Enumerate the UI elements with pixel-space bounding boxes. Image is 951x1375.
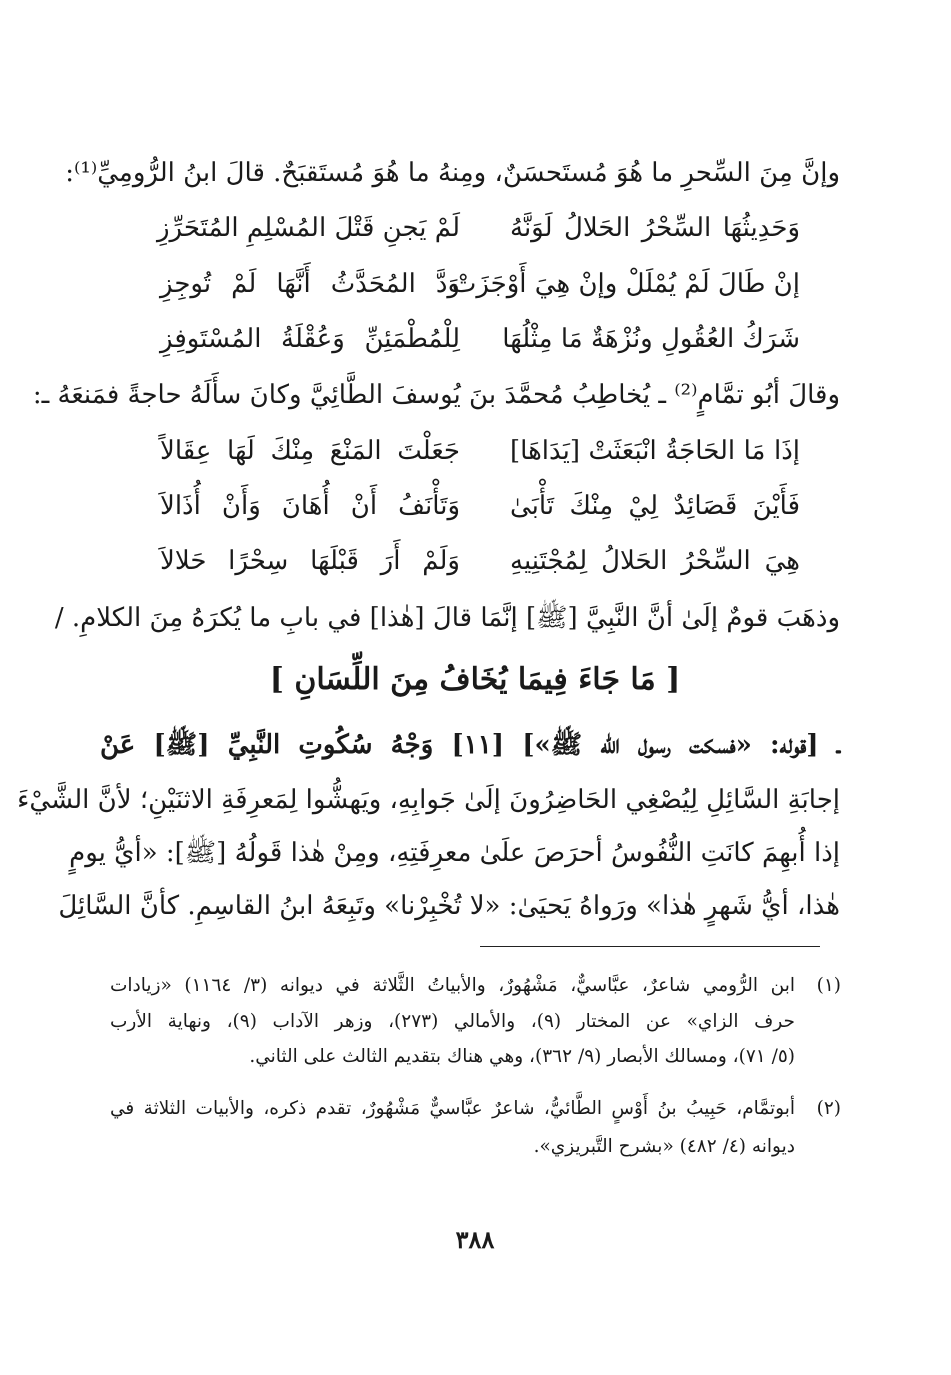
hemistich-left: لِلْمُطْمَئِنِّ وَعُقْلَةُ المُسْتَوفِزِ <box>160 324 460 354</box>
footnote-1-number: (١) <box>816 975 841 996</box>
footnote-2-line-2: ديوانه (٤/ ٤٨٢) «بشرح التَّبريزي». <box>533 1136 795 1157</box>
page-number: ٣٨٨ <box>455 1225 495 1254</box>
section-heading: [ مَا جَاءَ فِيمَا يُخَافُ مِنَ اللِّسَانِ ] <box>269 662 681 697</box>
hemistich-right: هِيَ السِّحْرُ الحَلالُ لِمُجْتَنِيهِ <box>510 546 800 576</box>
hemistich-left: وَتَأْنَفُ أَنْ أُهَانَ وَأَنْ أُذَالاَ <box>160 491 460 521</box>
footnote-1-line-1: ابن الرُّومي شاعرٌ، عبَّاسيٌّ، مَشْهُورٌ، والأبياتُ الثَّلاثة في ديوانه (٣/ ١١٦٤) «زيادات <box>110 975 795 996</box>
footnote-1-line-2: حرف الزاي» عن المختار (٩)، والأمالي (٢٧٣)، وزهر الآداب (٩)، ونهاية الأرب <box>110 1011 795 1032</box>
commentary-line-3: إذا أُبهِمَ كانَتِ النُّفُوسُ أحرَصَ علَىٰ معرِفَتِهِ، ومِنْ هٰذا قَولُهُ [ﷺ]: «أيُّ يومٍ <box>69 838 840 868</box>
closing-line: وذهَبَ قومٌ إلَىٰ أنَّ النَّبِيَّ [ﷺ] إنَّمَا قالَ [هٰذا] في بابِ ما يُكرَهُ مِنَ الكلامِ. / <box>54 603 840 633</box>
commentary-line-4: هٰذا، أيُّ شَهرٍ هٰذا» ورَواهُ يَحيَىٰ: «لا تُخْبِرْنا» وتَبِعَهُ ابنُ القاسِمِ. كأنَّ السَّائِلَ <box>58 891 840 921</box>
hemistich-left: وَدَّ المُحَدَّثُ أَنَّهَا لَمْ تُوجِزِ <box>160 269 460 299</box>
abu-tammam-intro: وقالَ أبُو تمَّامٍ⁽²⁾ ـ يُخاطِبُ مُحمَّدَ بنَ يُوسفَ الطَّائِيَّ وكانَ سأَلَهُ حاجةً فمَنعَهُ ـ: <box>32 380 840 410</box>
footnote-separator <box>480 946 820 947</box>
footnote-2-number: (٢) <box>816 1098 841 1119</box>
hemistich-right: إذَا مَا الحَاجَةُ انْبَعَثَتْ [يَدَاهَا] <box>510 436 800 466</box>
footnote-1-line-3: (٥/ ٧١)، ومسالك الأبصار (٩/ ٣٦٢)، وهي هناك بتقديم الثالث على الثاني. <box>249 1046 795 1067</box>
footnote-2-line-1: أبوتمَّام، حَبِيبُ بنُ أَوْسٍ الطَّائيُّ، شاعرٌ عبَّاسيٌّ مَشْهُورٌ، تقدم ذكره، والأبيات الثلاثة في <box>110 1098 795 1119</box>
commentary-line-1: ـ [قوله: «فسكت رسول الله ﷺ»] [١١] وَجْهُ سُكُوتِ النَّبِيِّ [ﷺ] عَنْ <box>100 730 840 760</box>
poem2-verse-3 <box>160 538 800 584</box>
poem1-verse-3 <box>160 316 800 362</box>
hemistich-left: وَلَمْ أَرَ قَبْلَهَا سِحْرًا حَلالاَ <box>160 546 460 576</box>
hemistich-right: إنْ طَالَ لَمْ يُمْلَلْ وإنْ هِيَ أَوْجَزَتْ <box>451 269 800 299</box>
poem2-verse-1 <box>160 428 800 474</box>
poem1-verse-1 <box>156 205 800 251</box>
intro-line: وإنَّ مِنَ السِّحرِ ما هُوَ مُستَحسَنٌ، ومِنهُ ما هُوَ مُستَقبَحٌ. قالَ ابنُ الرُّومِيِّ⁽¹⁾: <box>65 158 840 188</box>
hemistich-left: جَعَلْتَ المَنْعَ مِنْكَ لَهَا عِقَالاً <box>160 436 460 466</box>
hemistich-left: لَمْ يَجنِ قَتْلَ المُسْلِمِ المُتَحَرِّزِ <box>156 213 460 243</box>
hemistich-right: وَحَدِيثُهَا السِّحْرُ الحَلالُ لَوَنَّهُ <box>510 213 800 243</box>
hemistich-right: فَأَيْنَ قَصَائِدٌ لِيْ مِنْكَ تَأْبَىٰ <box>510 491 800 521</box>
poem2-verse-2 <box>160 483 800 529</box>
commentary-line-2: إجابَةِ السَّائِلِ لِيُصْغِي الحَاضِرُونَ إلَىٰ جَوابِهِ، ويَهشُّوا لِمَعرِفَةِ الاثنَيْنِ؛ لأنَّ الشَّيْءَ <box>17 785 840 815</box>
hemistich-right: شَرَكُ العُقُولِ ونُزْهَةٌ مَا مِثْلُهَا <box>502 324 800 354</box>
poem1-verse-2 <box>160 261 800 307</box>
